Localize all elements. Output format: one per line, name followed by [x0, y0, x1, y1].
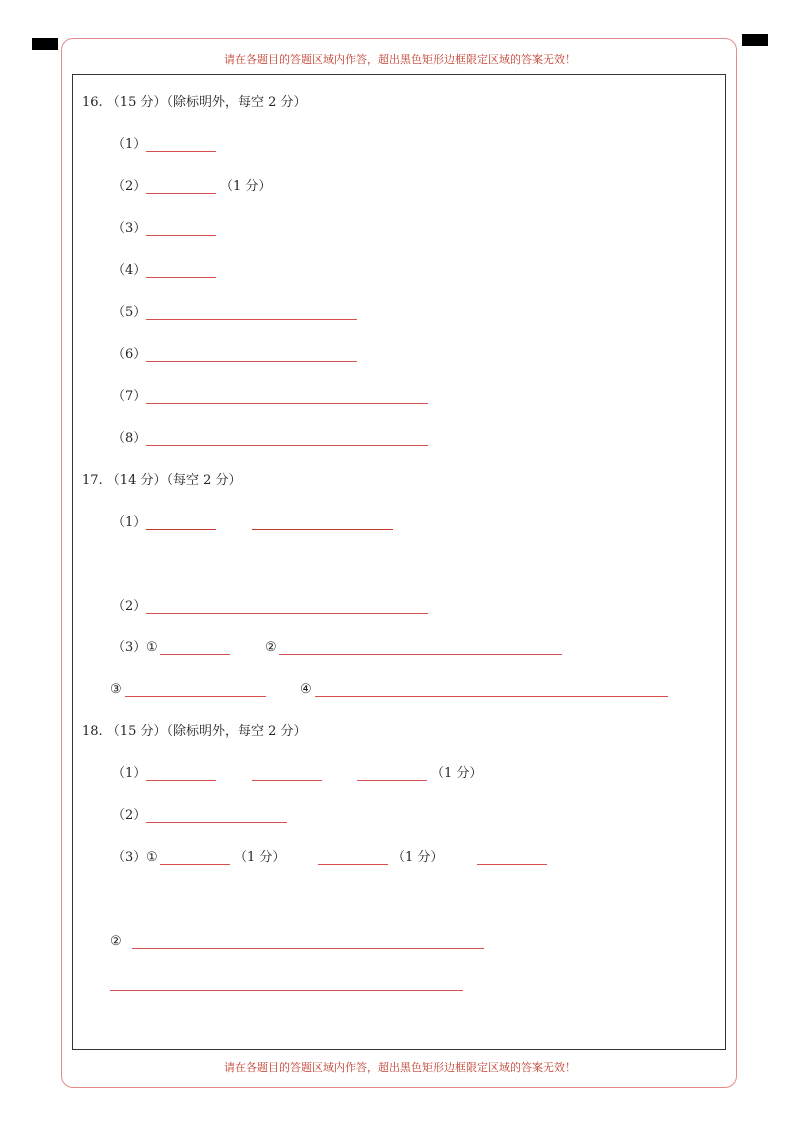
- q16-label-2: （2）: [112, 179, 147, 194]
- q18-answer-line-1c[interactable]: [357, 780, 427, 781]
- q18-circled-1: ①: [146, 850, 158, 865]
- q18-circled-2: ②: [110, 934, 122, 949]
- q17-circled-2: ②: [265, 640, 277, 655]
- q18-answer-line-1b[interactable]: [252, 780, 322, 781]
- q18-label-1: （1）: [112, 766, 147, 781]
- q16-answer-line-2[interactable]: [146, 193, 216, 194]
- q16-answer-line-4[interactable]: [146, 277, 216, 278]
- q17-label-2: （2）: [112, 599, 147, 614]
- q16-answer-line-1[interactable]: [146, 151, 216, 152]
- q16-label-1: （1）: [112, 137, 147, 152]
- q18-answer-line-3a[interactable]: [160, 864, 230, 865]
- q16-answer-line-7[interactable]: [146, 403, 428, 404]
- q16-label-5: （5）: [112, 305, 147, 320]
- q17-circled-4: ④: [300, 682, 312, 697]
- q17-label-3: （3）: [112, 640, 147, 655]
- q16-label-3: （3）: [112, 221, 147, 236]
- q16-score-note-2: （1 分）: [220, 179, 272, 194]
- q17-answer-line-2[interactable]: [146, 613, 428, 614]
- q18-label-2: （2）: [112, 808, 147, 823]
- q17-label-1: （1）: [112, 515, 147, 530]
- question-16-title: 16. （15 分）（除标明外，每空 2 分）: [82, 95, 307, 110]
- question-17-title: 17. （14 分）（每空 2 分）: [82, 473, 242, 488]
- q17-circled-1: ①: [146, 640, 158, 655]
- q18-answer-line-3b[interactable]: [318, 864, 388, 865]
- q18-label-3: （3）: [112, 850, 147, 865]
- q17-circled-3: ③: [110, 682, 122, 697]
- q16-answer-line-6[interactable]: [146, 361, 357, 362]
- q17-answer-line-3-4[interactable]: [315, 696, 668, 697]
- bottom-notice: 请在各题目的答题区域内作答，超出黑色矩形边框限定区域的答案无效！: [224, 1061, 576, 1074]
- q17-answer-line-3-3[interactable]: [125, 696, 266, 697]
- q16-answer-line-5[interactable]: [146, 319, 357, 320]
- q16-label-4: （4）: [112, 263, 147, 278]
- q16-label-8: （8）: [112, 431, 147, 446]
- q17-answer-line-1a[interactable]: [146, 529, 216, 530]
- q18-answer-line-1a[interactable]: [146, 780, 216, 781]
- q16-answer-line-8[interactable]: [146, 445, 428, 446]
- q18-score-note-3a: （1 分）: [234, 850, 286, 865]
- q17-answer-line-3-2[interactable]: [279, 654, 562, 655]
- q18-score-note-1: （1 分）: [431, 766, 483, 781]
- q17-answer-line-3-1[interactable]: [160, 654, 230, 655]
- registration-mark-left: [32, 38, 58, 50]
- question-18-title: 18. （15 分）（除标明外，每空 2 分）: [82, 724, 307, 739]
- q16-answer-line-3[interactable]: [146, 235, 216, 236]
- q16-label-6: （6）: [112, 347, 147, 362]
- q17-answer-line-1b[interactable]: [252, 529, 393, 530]
- q18-answer-line-2[interactable]: [146, 822, 287, 823]
- answer-area-border: [72, 74, 726, 1050]
- q16-label-7: （7）: [112, 389, 147, 404]
- registration-mark-right: [742, 34, 768, 46]
- top-notice: 请在各题目的答题区域内作答，超出黑色矩形边框限定区域的答案无效！: [224, 53, 576, 66]
- q18-answer-line-3-2b[interactable]: [110, 990, 463, 991]
- q18-answer-line-3c[interactable]: [477, 864, 547, 865]
- q18-answer-line-3-2a[interactable]: [132, 948, 484, 949]
- q18-score-note-3b: （1 分）: [392, 850, 444, 865]
